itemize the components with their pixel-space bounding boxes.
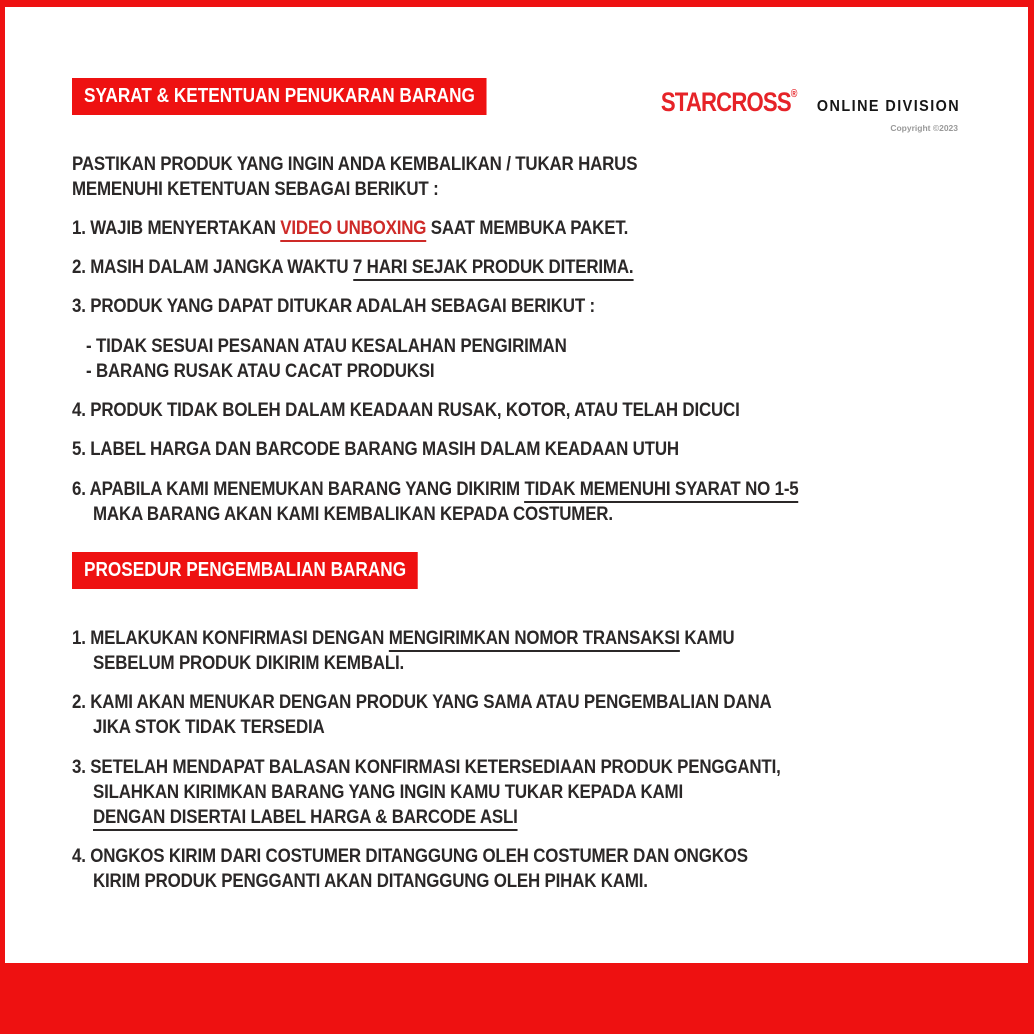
brand-division: ONLINE DIVISION: [816, 98, 960, 115]
prosedur-item-2: [72, 690, 966, 740]
syarat-item-6-line-2: MAKA BARANG AKAN KAMI KEMBALIKAN KEPADA COSTUMER.: [93, 504, 613, 525]
syarat-item-2-pre: 2. MASIH DALAM JANGKA WAKTU: [72, 257, 353, 278]
video-unboxing-highlight: VIDEO UNBOXING: [280, 218, 426, 242]
brand-copyright: Copyright ©2023: [890, 123, 958, 133]
syarat-item-4: [72, 398, 966, 423]
syarat-item-5: [72, 437, 966, 462]
syarat-item-2: [72, 255, 966, 280]
syarat-item-6-underline: TIDAK MEMENUHI SYARAT NO 1-5: [524, 479, 798, 503]
prosedur-item-1-line-2: SEBELUM PRODUK DIKIRIM KEMBALI.: [93, 653, 405, 674]
syarat-item-3-sub-2: - BARANG RUSAK ATAU CACAT PRODUKSI: [86, 361, 435, 382]
prosedur-item-1: [72, 626, 966, 676]
prosedur-item-1-pre: 1. MELAKUKAN KONFIRMASI DENGAN: [72, 628, 389, 649]
syarat-item-6-pre: 6. APABILA KAMI MENEMUKAN BARANG YANG DIKIRIM: [72, 479, 525, 500]
prosedur-item-2-line-1: 2. KAMI AKAN MENUKAR DENGAN PRODUK YANG SAMA ATAU PENGEMBALIAN DANA: [72, 692, 772, 713]
syarat-item-3-sublist: [72, 334, 966, 384]
section-badge-prosedur: PROSEDUR PENGEMBALIAN BARANG: [72, 552, 418, 589]
prosedur-item-4-line-1: 4. ONGKOS KIRIM DARI COSTUMER DITANGGUNG OLEH COSTUMER DAN ONGKOS: [72, 846, 748, 867]
prosedur-item-1-underline: MENGIRIMKAN NOMOR TRANSAKSI: [389, 628, 680, 652]
intro-line-2: MEMENUHI KETENTUAN SEBAGAI BERIKUT :: [72, 179, 439, 200]
prosedur-item-3-line-1: 3. SETELAH MENDAPAT BALASAN KONFIRMASI KETERSEDIAAN PRODUK PENGGANTI,: [72, 757, 781, 778]
brand-logo-text: STARCROSS: [660, 87, 791, 117]
prosedur-item-2-line-2: JIKA STOK TIDAK TERSEDIA: [93, 717, 325, 738]
intro-paragraph: [72, 152, 966, 202]
prosedur-item-1-post: KAMU: [679, 628, 735, 649]
prosedur-item-4-line-2: KIRIM PRODUK PENGGANTI AKAN DITANGGUNG OLEH PIHAK KAMI.: [93, 871, 648, 892]
syarat-item-1-post: SAAT MEMBUKA PAKET.: [426, 218, 629, 239]
syarat-item-4-text: 4. PRODUK TIDAK BOLEH DALAM KEADAAN RUSAK, KOTOR, ATAU TELAH DICUCI: [72, 400, 740, 421]
brand-block: [631, 89, 960, 133]
syarat-item-1-pre: 1. WAJIB MENYERTAKAN: [72, 218, 281, 239]
syarat-item-6: [72, 477, 966, 527]
prosedur-item-4: [72, 844, 966, 894]
syarat-item-3: [72, 294, 966, 319]
poster-content: [5, 7, 1028, 894]
syarat-item-5-text: 5. LABEL HARGA DAN BARCODE BARANG MASIH DALAM KEADAAN UTUH: [72, 439, 679, 460]
syarat-item-1: [72, 216, 966, 241]
registered-mark: ®: [790, 88, 797, 100]
prosedur-item-3: [72, 755, 966, 830]
prosedur-item-3-line-2: SILAHKAN KIRIMKAN BARANG YANG INGIN KAMU TUKAR KEPADA KAMI: [93, 782, 683, 803]
intro-line-1: PASTIKAN PRODUK YANG INGIN ANDA KEMBALIKAN / TUKAR HARUS: [72, 154, 638, 175]
syarat-item-3-sub-1: - TIDAK SESUAI PESANAN ATAU KESALAHAN PENGIRIMAN: [86, 336, 567, 357]
section-badge-syarat: SYARAT & KETENTUAN PENUKARAN BARANG: [72, 78, 487, 115]
footer-red-band: [0, 963, 1034, 1034]
syarat-item-2-underline: 7 HARI SEJAK PRODUK DITERIMA.: [353, 257, 633, 281]
syarat-item-3-text: 3. PRODUK YANG DAPAT DITUKAR ADALAH SEBAGAI BERIKUT :: [72, 296, 595, 317]
brand-logo: [661, 89, 797, 115]
prosedur-item-3-underline: DENGAN DISERTAI LABEL HARGA & BARCODE ASLI: [93, 807, 518, 831]
